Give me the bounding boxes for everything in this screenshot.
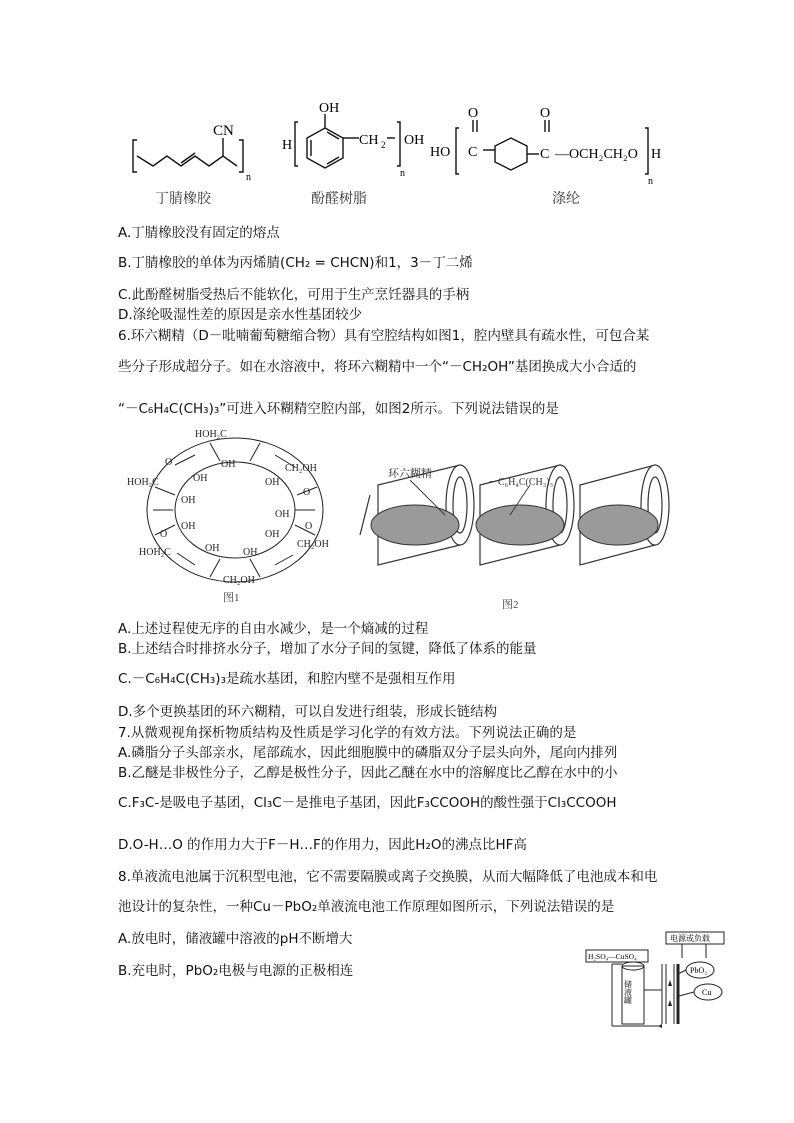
svg-text:OH: OH — [319, 101, 340, 116]
svg-text:n: n — [648, 176, 653, 187]
q8-stem-line1: 8.单液流电池属于沉积型电池，它不需要隔膜或离子交换膜，从而大幅降低了电池成本和电 — [118, 869, 658, 885]
svg-text:OH: OH — [265, 477, 280, 488]
svg-text:O: O — [540, 106, 551, 121]
q6-option-d: D.多个更换基团的环六糊精，可以自发进行组装，形成长链结构 — [118, 704, 498, 720]
svg-text:OH: OH — [265, 529, 280, 540]
svg-text:OH: OH — [205, 543, 220, 554]
svg-text:CH₂OH: CH₂OH — [223, 575, 255, 586]
svg-text:O: O — [165, 457, 173, 468]
svg-text:CH₂OH: CH₂OH — [285, 463, 317, 474]
svg-text:n: n — [246, 172, 251, 183]
svg-text:OH: OH — [404, 133, 425, 148]
q6-option-b: B.上述结合时排挤水分子，增加了水分子间的氢键，降低了体系的能量 — [118, 641, 537, 657]
svg-text:C: C — [540, 147, 550, 162]
svg-text:—OCH₂CH₂O: —OCH₂CH₂O — [555, 147, 638, 162]
q7-option-d: D.O-H…O 的作用力大于F－H…F的作用力，因此H₂O的沸点比HF高 — [118, 837, 527, 853]
q6-stem-line2: 些分子形成超分子。如在水溶液中，将环六糊精中一个“－CH₂OH”基团换成大小合适的 — [118, 359, 637, 375]
svg-text:HO: HO — [430, 145, 451, 160]
svg-text:C: C — [468, 145, 478, 160]
svg-text:CH: CH — [359, 133, 379, 148]
fig2-caption: 图2 — [502, 599, 519, 611]
svg-text:OH: OH — [181, 495, 196, 506]
svg-text:H: H — [651, 147, 662, 162]
cyclodextrin-ring-figure — [125, 425, 350, 605]
svg-text:O: O — [160, 529, 168, 540]
svg-text:2: 2 — [381, 140, 386, 150]
q8-stem-line2: 池设计的复杂性，一种Cu－PbO₂单液流电池工作原理如图所示，下列说法错误的是 — [118, 899, 615, 915]
q8-option-a: A.放电时，储液罐中溶液的pH不断增大 — [118, 931, 353, 947]
polymer-structures-figure — [115, 100, 685, 215]
fig2-group-label: －C₆H₄C(CH₃)₃ — [488, 477, 554, 488]
svg-text:OH: OH — [221, 459, 236, 470]
svg-text:OH: OH — [193, 473, 208, 484]
q7-stem: 7.从微观视角探析物质结构及性质是学习化学的有效方法。下列说法正确的是 — [118, 725, 577, 741]
q6-stem-line1: 6.环六糊精（D－吡喃葡萄糖缩合物）具有空腔结构如图1，腔内壁具有疏水性，可包合某 — [118, 328, 650, 344]
svg-text:O: O — [305, 521, 313, 532]
q7-option-a: A.磷脂分子头部亲水，尾部疏水，因此细胞膜中的磷脂双分子层头向外，尾向内排列 — [118, 745, 618, 761]
q6-option-a: A.上述过程使无序的自由水减少，是一个熵减的过程 — [118, 621, 429, 637]
fig2-ring-label: 环六糊精 — [388, 468, 432, 480]
fig1-caption: 图1 — [223, 592, 240, 604]
battery-cu-label: Cu — [702, 988, 712, 997]
q5-option-b: B.丁腈橡胶的单体为丙烯腈(CH₂ = CHCN)和1，3－丁二烯 — [118, 255, 473, 271]
flow-battery-figure — [582, 930, 732, 1032]
battery-pbo2-label: PbO₂ — [690, 966, 708, 975]
svg-text:HOH₂C: HOH₂C — [127, 477, 159, 488]
battery-tank-label: 储液罐 — [623, 980, 633, 1004]
q6-stem-line3: “－C₆H₄C(CH₃)₃”可进入环糊精空腔内部，如图2所示。下列说法错误的是 — [118, 401, 559, 417]
q7-option-b: B.乙醚是非极性分子，乙醇是极性分子，因此乙醚在水中的溶解度比乙醇在水中的小 — [118, 765, 618, 781]
svg-text:H: H — [282, 138, 293, 153]
svg-text:CN: CN — [213, 123, 234, 139]
q6-option-c: C.－C₆H₄C(CH₃)₃是疏水基团，和腔内壁不是强相互作用 — [118, 671, 456, 687]
svg-text:HOH₂C: HOH₂C — [139, 547, 171, 558]
svg-text:OH: OH — [181, 521, 196, 532]
svg-text:OH: OH — [243, 547, 258, 558]
q7-option-c: C.F₃C-是吸电子基团，Cl₃C－是推电子基团，因此F₃CCOOH的酸性强于Cl₃CCOOH — [118, 795, 617, 811]
q5-option-a: A.丁腈橡胶没有固定的熔点 — [118, 225, 280, 241]
cyclodextrin-chain-figure — [350, 425, 695, 615]
battery-power-label: 电源或负载 — [670, 934, 710, 943]
svg-text:CH₂OH: CH₂OH — [297, 539, 329, 550]
svg-text:OH: OH — [275, 509, 290, 520]
q5-option-c: C.此酚醛树脂受热后不能软化，可用于生产烹饪器具的手柄 — [118, 287, 470, 303]
nitrile-rubber-structure — [133, 138, 243, 172]
q8-option-b: B.充电时，PbO₂电极与电源的正极相连 — [118, 963, 354, 979]
svg-text:n: n — [400, 168, 405, 179]
svg-text:HOH₂C: HOH₂C — [195, 429, 227, 440]
phenolic-resin-label: 酚醛树脂 — [311, 192, 367, 207]
nitrile-rubber-label: 丁腈橡胶 — [155, 192, 211, 207]
q5-option-d: D.涤纶吸湿性差的原因是亲水性基团较少 — [118, 307, 363, 323]
polyester-label: 涤纶 — [552, 192, 580, 207]
battery-solution-label: H₂SO₄—CuSO₄ — [588, 952, 637, 961]
svg-text:O: O — [303, 487, 311, 498]
svg-text:O: O — [468, 106, 479, 121]
